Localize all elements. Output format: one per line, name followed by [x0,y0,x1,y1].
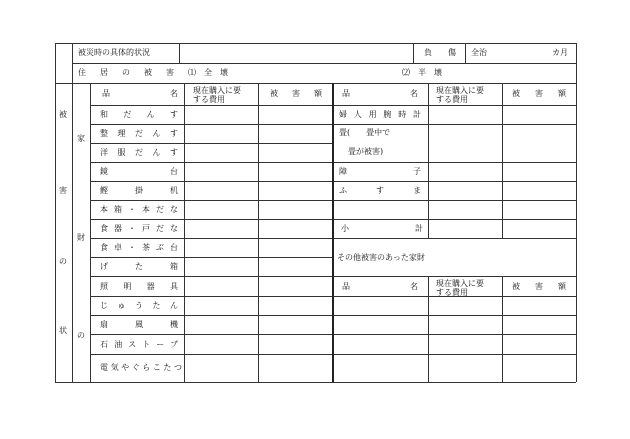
rule-side-1 [72,43,73,382]
left-item: 食器・戸だな [100,224,178,233]
injury-label: 負 傷 [424,48,456,57]
housing-opt1-num: ⑴ [188,68,196,77]
rule-left-row [90,162,332,163]
rule-left-row [90,315,332,316]
rule-right-row [334,162,576,163]
rule-right-row [334,276,576,277]
rule-right-row [334,334,576,335]
col-cost-right-2b: する費用 [436,288,468,297]
rule-right-row [334,219,576,220]
right-item-watch: 婦人用腕時計 [339,110,421,119]
right-other-label: その他被害のあった家財 [337,253,425,262]
col-damage-right-2: 被 害 額 [512,282,566,291]
rule-left-row [90,219,332,220]
rule-left-row [90,334,332,335]
rule-top [55,43,576,44]
col-damage-right: 被 害 額 [512,89,566,98]
rule-left-row [90,354,332,355]
col-item-right: 品 名 [342,89,418,98]
rule-right-row [334,354,576,355]
side-damage-1: 被 [59,110,67,119]
injury-value: 全治 [471,48,487,57]
left-item: じゅうたん [100,301,178,310]
col-damage-left: 被 害 額 [270,89,322,98]
col-item-left: 品 名 [102,89,178,98]
col-cost-right-2: する費用 [436,95,468,104]
side-damage-4: 状 [59,326,67,335]
rule-right-cost [502,83,503,238]
rule-right-edge [576,43,577,382]
rule-center-double [332,83,334,382]
col-cost-left-2: する費用 [193,95,225,104]
col-cost-left-1: 現在購入に要 [193,86,241,95]
injury-unit: カ月 [552,48,568,57]
rule-left-row [90,200,332,201]
rule-row2 [55,83,576,84]
housing-opt1[interactable]: 全 壊 [204,68,228,77]
rule-left-row [90,296,332,297]
housing-opt2[interactable]: 半 壊 [418,68,442,77]
rule-row1 [72,63,576,64]
rule-left-row [90,257,332,258]
left-item: 和だんす [100,110,178,119]
rule-right-row [334,238,576,239]
left-item: げた箱 [100,262,178,271]
col-cost-right-2a: 現在購入に要 [436,279,484,288]
rule-injury-left [413,43,414,63]
rule-left-cost [258,83,259,382]
side-goods-3: の [77,331,85,340]
right-item-fusuma: ふすま [339,186,421,195]
rule-side-2 [90,83,91,382]
rule-right-cost-2 [502,276,503,382]
left-item: 電気やぐらこたつ [100,363,182,372]
left-item: 照明器具 [100,282,178,291]
left-item: 本箱・本だな [100,205,178,214]
housing-opt2-num: ⑵ [402,68,410,77]
left-item: 鰹掛机 [100,186,178,195]
housing-label: 住 居 の 被 害 [78,68,174,77]
col-item-right-2: 品 名 [342,282,418,291]
rule-left-row [90,124,332,125]
left-item: 鏡台 [100,167,178,176]
rule-right-row [334,124,576,125]
rule-right-row [334,181,576,182]
rule-injury-right [465,43,466,63]
rule-left-row [90,181,332,182]
left-item: 石油ストーブ [100,340,178,349]
rule-right-item-2 [428,276,429,382]
rule-left-edge [55,43,56,382]
col-cost-right-1: 現在購入に要 [436,86,484,95]
right-item-tatami-2: 畳が被害) [348,147,384,156]
side-damage-2: 害 [59,186,67,195]
rule-right-row [334,315,576,316]
right-item-tatami-1: 畳( 畳中で [339,128,391,137]
rule-left-row [90,276,332,277]
side-damage-3: の [59,257,67,266]
side-goods-1: 家 [77,134,85,143]
right-item-shoji: 障子 [339,167,421,176]
left-item: 食卓・茶ぶ台 [100,243,178,252]
rule-left-row [90,143,332,144]
rule-left-row [90,238,332,239]
right-item-subtotal: 小計 [341,224,423,233]
left-item: 洋服だんす [100,148,178,157]
rule-situation-split [179,43,180,63]
rule-left-item [184,83,185,382]
left-item: 扇風機 [100,320,178,329]
rule-bottom [55,382,576,383]
situation-label: 被災時の具体的状況 [78,48,150,57]
rule-right-row [334,200,576,201]
left-item: 整理だんす [100,129,178,138]
side-goods-2: 財 [77,233,85,242]
rule-right-item [428,83,429,238]
